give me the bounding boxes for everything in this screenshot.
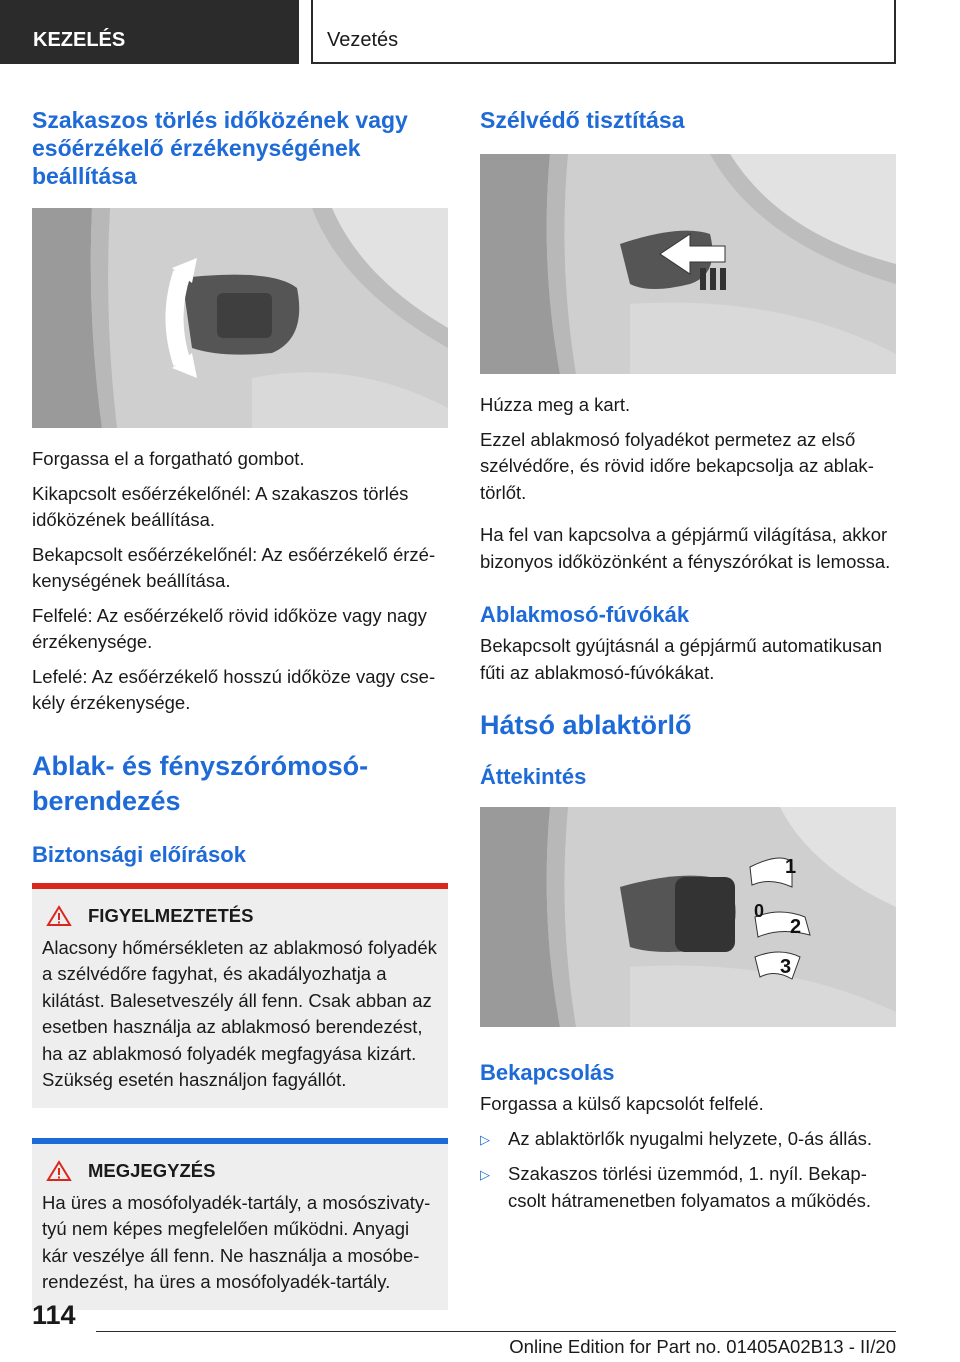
footer-edition: Online Edition for Part no. 01405A02B13 - II/20: [509, 1336, 896, 1357]
list-item: [480, 1126, 896, 1154]
note-triangle-icon: [46, 1160, 72, 1182]
label-position-1: 1: [785, 856, 797, 878]
label-position-3: 3: [780, 956, 792, 978]
para-rotate: Forgassa el a forgatható gombot.: [32, 448, 305, 469]
para-downward: Lefelé: Az esőérzékelő hosszú időköze vagy csekély érzékenysége.: [32, 665, 436, 713]
heading-rear-wiper: Hátsó ablaktörlő: [480, 710, 692, 740]
figure-pull-lever: [480, 154, 896, 374]
heading-washer-jets: Ablakmosó-fúvókák: [480, 602, 690, 627]
heading-safety-info: Biztonsági előírások: [32, 841, 246, 867]
heading-interval-setting: Szakaszos törlés időközének vagy esőérzékelő érzékenységének beállítása: [32, 107, 408, 189]
note-text: Ha üres a mosófolyadék-tartály, a mosószivatytyú nem képes megfelelően működni. Anyagi kár veszélye áll fenn. Ne használja a mosóberendezést, ha üres a mosófolyadék-tartály.: [42, 1191, 431, 1292]
heading-overview: Áttekintés: [480, 764, 587, 789]
right-column: [480, 100, 896, 1222]
header-chapter: Vezetés: [311, 0, 896, 64]
warning-triangle-icon: [46, 905, 72, 927]
list-item-text: Szakaszos törlési üzemmód, 1. nyíl. Bekapcsolt hátramenetben folyamatos a működés.: [508, 1163, 871, 1211]
warning-text: Alacsony hőmérsékleten az ablakmosó folyadék a szélvédőre fagyhat, és akadályozhatja a kilátást. Balesetveszély áll fenn. Csak abban az esetben használja az ablakmosó berendezést, ha az ablakmosó folyadék megfagyása kizárt. Szükség esetén használjon fagyállót.: [42, 936, 437, 1090]
header-section-tab: KEZELÉS: [0, 0, 299, 64]
list-item: [480, 1161, 896, 1214]
bullet-triangle-icon: ▷: [480, 1167, 490, 1182]
para-rain-sensor-off: Kikapcsolt esőérzékelőnél: A szakaszos törlés időközének beállítása.: [32, 482, 409, 530]
para-rain-sensor-on: Bekapcsolt esőérzékelőnél: Az esőérzékelő érzékenységének beállítása.: [32, 543, 436, 591]
para-spray: Ezzel ablakmosó folyadékot permetez az első szélvédőre, és rövid időre bekapcsolja az ablaktörlőt.: [480, 428, 874, 503]
figure-rear-wiper-positions: [480, 807, 896, 1027]
warning-box: [32, 883, 448, 1108]
para-turn-switch: Forgassa a külső kapcsolót felfelé.: [480, 1093, 764, 1114]
note-box: [32, 1138, 448, 1310]
para-pull-lever: Húzza meg a kart.: [480, 394, 631, 415]
left-column: [32, 100, 448, 1310]
figure-rotary-knob: [32, 208, 448, 428]
page-number: 114: [32, 1300, 76, 1330]
para-washer-jets: Bekapcsolt gyújtásnál a gépjármű automatikusan fűti az ablakmosó-fúvókákat.: [480, 635, 883, 683]
para-upward: Felfelé: Az esőérzékelő rövid időköze vagy nagy érzékenysége.: [32, 604, 427, 652]
heading-washer-system: Ablak- és fényszórómosó-berendezés: [32, 750, 369, 816]
heading-switch-on: Bekapcsolás: [480, 1060, 615, 1085]
bullet-triangle-icon: ▷: [480, 1131, 490, 1147]
list-item-text: Az ablaktörlők nyugalmi helyzete, 0-ás állás.: [508, 1127, 873, 1149]
warning-title: FIGYELMEZTETÉS: [88, 904, 254, 926]
label-position-2: 2: [790, 916, 802, 938]
heading-windshield-cleaning: Szélvédő tisztítása: [480, 107, 685, 133]
label-position-0: 0: [754, 901, 765, 921]
note-title: MEGJEGYZÉS: [88, 1159, 216, 1181]
para-headlights: Ha fel van kapcsolva a gépjármű világítása, akkor bizonyos időközönként a fényszórókat is lemossa.: [480, 524, 891, 572]
footer-divider: [96, 1331, 896, 1332]
bullet-list: [480, 1126, 896, 1215]
